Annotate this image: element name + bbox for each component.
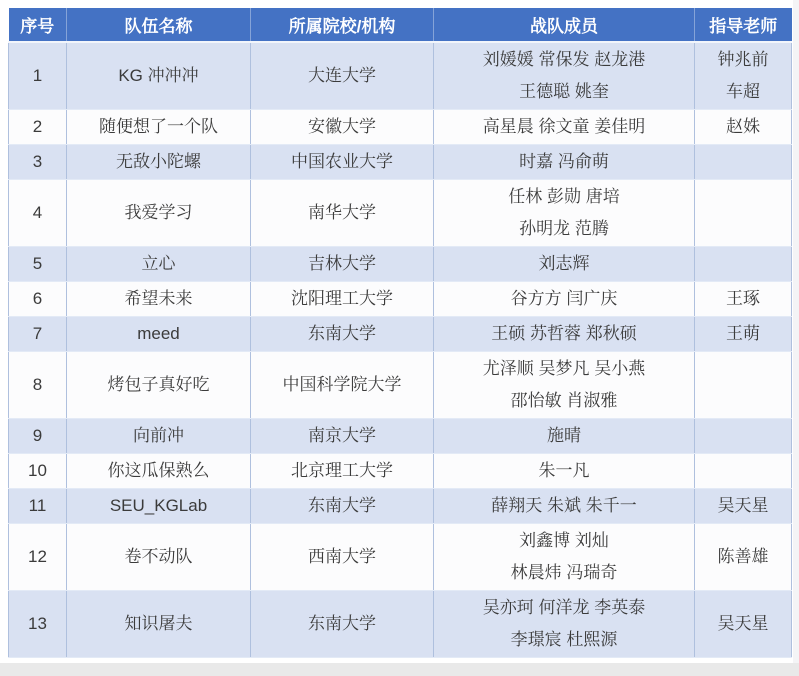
cell-no: 1	[9, 42, 67, 110]
cell-advisor	[695, 282, 792, 317]
column-header-members: 战队成员	[434, 8, 695, 42]
table-row	[9, 317, 792, 352]
members-line: 谷方方 闫广庆	[510, 289, 618, 308]
members-line: 邵怡敏 肖淑雅	[510, 391, 618, 410]
cell-no: 4	[9, 180, 67, 247]
bottom-edge-strip	[0, 663, 799, 676]
advisor-line: 车超	[726, 82, 760, 101]
cell-school: 南京大学	[251, 419, 434, 454]
cell-members	[434, 282, 695, 317]
cell-school: 中国农业大学	[251, 145, 434, 180]
table-row	[9, 180, 792, 247]
advisor-line: 陈善雄	[717, 547, 769, 566]
cell-advisor	[695, 454, 792, 489]
cell-school: 东南大学	[251, 489, 434, 524]
cell-advisor	[695, 419, 792, 454]
cell-school: 东南大学	[251, 317, 434, 352]
cell-members	[434, 489, 695, 524]
cell-advisor	[695, 489, 792, 524]
members-line: 李璟宸 杜熙源	[510, 630, 618, 649]
advisor-line: 王琢	[726, 289, 760, 308]
cell-team: 随便想了一个队	[67, 110, 251, 145]
cell-advisor	[695, 591, 792, 658]
cell-team: 向前冲	[67, 419, 251, 454]
cell-members	[434, 247, 695, 282]
members-line: 刘鑫博 刘灿	[519, 531, 609, 550]
members-line: 高星晨 徐文童 姜佳明	[482, 117, 646, 136]
right-edge-strip	[793, 0, 799, 663]
cell-no: 6	[9, 282, 67, 317]
cell-advisor	[695, 247, 792, 282]
cell-no: 2	[9, 110, 67, 145]
cell-advisor	[695, 352, 792, 419]
cell-advisor	[695, 110, 792, 145]
cell-school: 南华大学	[251, 180, 434, 247]
members-line: 林晨炜 冯瑞奇	[510, 563, 618, 582]
table-row	[9, 419, 792, 454]
cell-team: 你这瓜保熟么	[67, 454, 251, 489]
team-roster-table	[8, 8, 792, 658]
cell-members	[434, 454, 695, 489]
members-line: 吴亦珂 何洋龙 李英泰	[482, 598, 646, 617]
members-line: 刘媛媛 常保发 赵龙港	[482, 50, 646, 69]
cell-team: SEU_KGLab	[67, 489, 251, 524]
advisor-line: 赵姝	[726, 117, 760, 136]
cell-advisor	[695, 317, 792, 352]
members-line: 薛翔天 朱斌 朱千一	[491, 496, 637, 515]
table-row	[9, 524, 792, 591]
team-table-body	[9, 42, 792, 658]
cell-school: 沈阳理工大学	[251, 282, 434, 317]
advisor-line: 王萌	[726, 324, 760, 343]
cell-team: KG 冲冲冲	[67, 42, 251, 110]
members-line: 尤泽顺 吴梦凡 吴小燕	[482, 359, 646, 378]
members-line: 时嘉 冯俞萌	[519, 152, 609, 171]
members-line: 任林 彭勋 唐培	[508, 187, 620, 206]
cell-team: 知识屠夫	[67, 591, 251, 658]
cell-members	[434, 42, 695, 110]
cell-no: 12	[9, 524, 67, 591]
members-line: 王硕 苏哲蓉 郑秋硕	[491, 324, 637, 343]
cell-advisor	[695, 145, 792, 180]
cell-members	[434, 352, 695, 419]
cell-team: 立心	[67, 247, 251, 282]
cell-school: 吉林大学	[251, 247, 434, 282]
cell-school: 安徽大学	[251, 110, 434, 145]
cell-advisor	[695, 524, 792, 591]
advisor-line: 吴天星	[717, 614, 769, 633]
members-line: 朱一凡	[538, 461, 590, 480]
advisor-line: 钟兆前	[717, 50, 769, 69]
table-header	[9, 8, 792, 42]
table-row	[9, 591, 792, 658]
cell-no: 8	[9, 352, 67, 419]
cell-school: 西南大学	[251, 524, 434, 591]
cell-no: 7	[9, 317, 67, 352]
cell-school: 中国科学院大学	[251, 352, 434, 419]
cell-advisor	[695, 42, 792, 110]
table-row	[9, 282, 792, 317]
cell-no: 9	[9, 419, 67, 454]
cell-members	[434, 110, 695, 145]
cell-team: meed	[67, 317, 251, 352]
table-row	[9, 352, 792, 419]
cell-members	[434, 180, 695, 247]
table-row	[9, 489, 792, 524]
column-header-school: 所属院校/机构	[251, 8, 434, 42]
cell-team: 希望未来	[67, 282, 251, 317]
table-row	[9, 145, 792, 180]
members-line: 施晴	[547, 426, 581, 445]
members-line: 孙明龙 范腾	[519, 219, 609, 238]
cell-team: 烤包子真好吃	[67, 352, 251, 419]
table-row	[9, 247, 792, 282]
column-header-no: 序号	[9, 8, 67, 42]
cell-no: 5	[9, 247, 67, 282]
column-header-advisor: 指导老师	[695, 8, 792, 42]
cell-members	[434, 317, 695, 352]
cell-members	[434, 419, 695, 454]
cell-advisor	[695, 180, 792, 247]
cell-members	[434, 524, 695, 591]
table-row	[9, 454, 792, 489]
table-row	[9, 42, 792, 110]
cell-members	[434, 591, 695, 658]
cell-no: 11	[9, 489, 67, 524]
header-row	[9, 8, 792, 42]
cell-school: 北京理工大学	[251, 454, 434, 489]
column-header-team: 队伍名称	[67, 8, 251, 42]
members-line: 王德聪 姚奎	[519, 82, 609, 101]
cell-school: 东南大学	[251, 591, 434, 658]
table-row	[9, 110, 792, 145]
cell-school: 大连大学	[251, 42, 434, 110]
cell-no: 13	[9, 591, 67, 658]
cell-team: 我爱学习	[67, 180, 251, 247]
cell-no: 10	[9, 454, 67, 489]
advisor-line: 吴天星	[717, 496, 769, 515]
cell-team: 无敌小陀螺	[67, 145, 251, 180]
cell-team: 卷不动队	[67, 524, 251, 591]
members-line: 刘志辉	[538, 254, 590, 273]
cell-no: 3	[9, 145, 67, 180]
cell-members	[434, 145, 695, 180]
